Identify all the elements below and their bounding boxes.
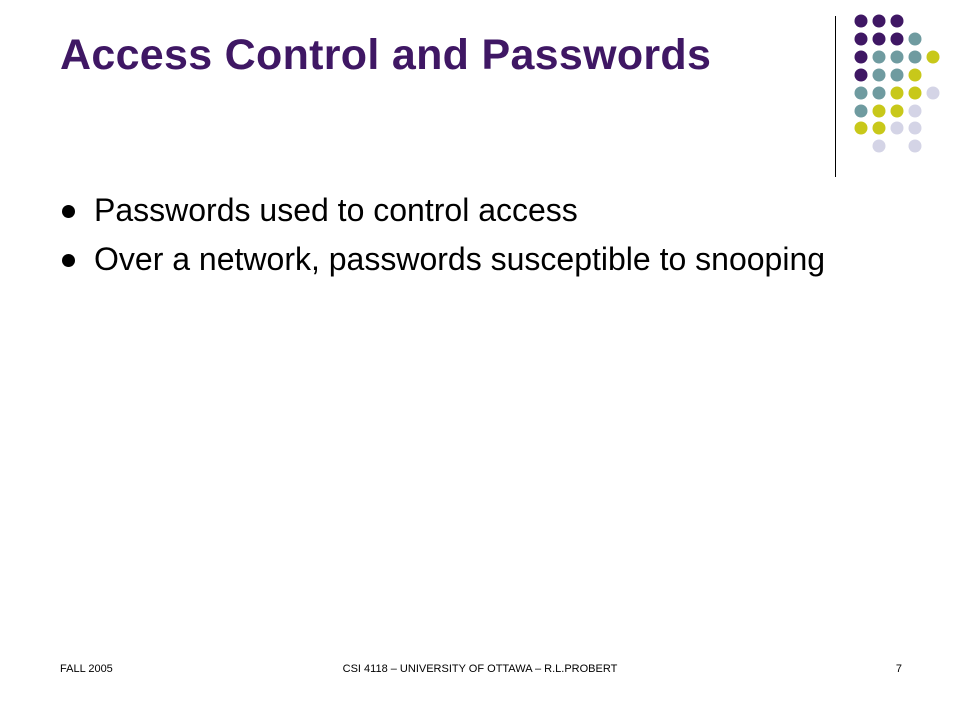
dot	[873, 69, 886, 82]
dot	[873, 15, 886, 28]
dot	[891, 51, 904, 64]
dot	[909, 33, 922, 46]
bullet-text: Passwords used to control access	[94, 192, 578, 228]
dot	[855, 69, 868, 82]
dot	[891, 87, 904, 100]
footer-slide-number: 7	[895, 663, 902, 675]
dot	[891, 122, 904, 135]
dot	[891, 33, 904, 46]
dot	[909, 87, 922, 100]
dot	[927, 87, 940, 100]
dot	[855, 87, 868, 100]
dot	[909, 140, 922, 153]
bullet-item	[62, 190, 842, 230]
slide-title: Access Control and Passwords	[60, 31, 712, 79]
dot	[891, 105, 904, 118]
decorative-dot-grid	[0, 0, 960, 200]
dot	[909, 105, 922, 118]
dot	[891, 15, 904, 28]
bullet-marker	[62, 205, 75, 218]
dot	[855, 105, 868, 118]
dot	[855, 33, 868, 46]
bullet-text: Over a network, passwords susceptible to snooping	[94, 241, 826, 277]
dot	[855, 51, 868, 64]
dot	[927, 51, 940, 64]
dot	[909, 122, 922, 135]
bullet-marker	[62, 254, 75, 267]
dot	[873, 140, 886, 153]
dot	[855, 122, 868, 135]
bullet-item	[62, 239, 842, 279]
footer-course: CSI 4118 – UNIVERSITY OF OTTAWA – R.L.PROBERT	[342, 663, 618, 675]
dot	[873, 51, 886, 64]
footer-date: FALL 2005	[60, 663, 113, 675]
dot	[873, 33, 886, 46]
dot	[909, 69, 922, 82]
dot	[873, 105, 886, 118]
bullet-list	[62, 190, 842, 288]
dot	[891, 69, 904, 82]
dot	[909, 51, 922, 64]
dot	[855, 15, 868, 28]
dot	[873, 87, 886, 100]
dot	[873, 122, 886, 135]
